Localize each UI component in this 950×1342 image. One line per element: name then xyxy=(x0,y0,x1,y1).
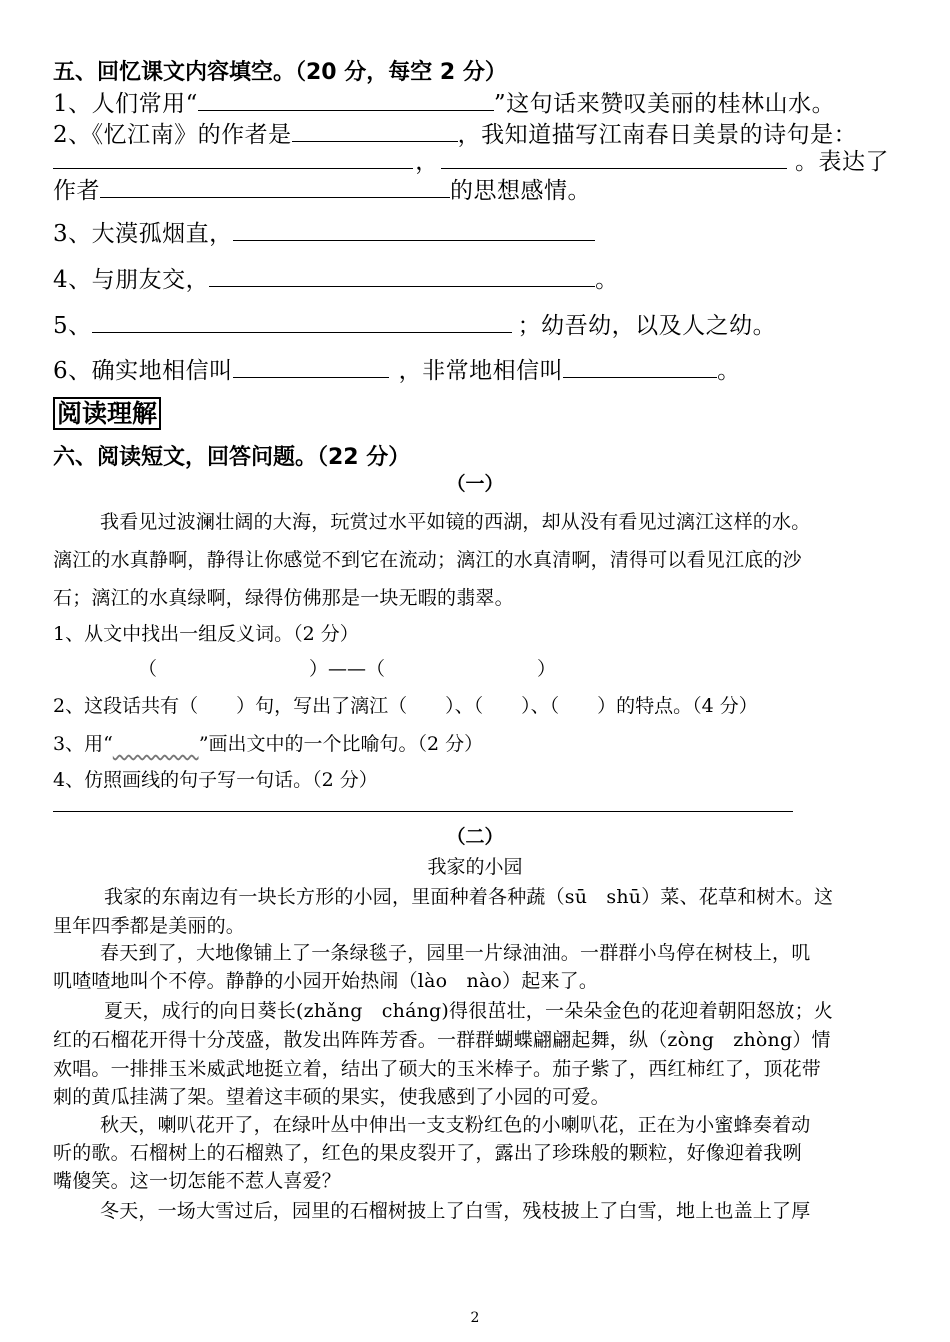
answer-blank[interactable] xyxy=(563,354,717,378)
answer-blank[interactable] xyxy=(292,118,458,142)
answer-line[interactable] xyxy=(53,811,793,812)
question-2-line-2: ， 。表达了 xyxy=(53,143,889,176)
part2-line: 叽喳喳地叫个不停。静静的小园开始热闹（lào nào）起来了。 xyxy=(53,970,599,992)
part2-line: 里年四季都是美丽的。 xyxy=(53,915,246,937)
part2-line: 冬天，一场大雪过后，园里的石榴树披上了白雪，残枝披上了白雪，地上也盖上了厚 xyxy=(100,1200,811,1222)
answer-blank[interactable] xyxy=(92,309,512,333)
part1-question-2: 2、这段话共有（ ）句，写出了漓江（ ）、（ ）、（ ）的特点。（4 分） xyxy=(53,695,758,717)
section5-heading: 五、回忆课文内容填空。（20 分，每空 2 分） xyxy=(53,60,507,85)
wavy-underline-mark xyxy=(113,733,199,755)
part1-line: 漓江的水真静啊，静得让你感觉不到它在流动；漓江的水真清啊，清得可以看见江底的沙 xyxy=(53,549,802,571)
passage-title: 我家的小园 xyxy=(427,856,523,878)
answer-blank[interactable] xyxy=(233,354,389,378)
part2-line: 嘴傻笑。这一切怎能不惹人喜爱？ xyxy=(53,1170,342,1192)
question-2-line-3: 作者 的思想感情。 xyxy=(53,172,591,205)
part2-line: 刺的黄瓜挂满了架。望着这丰硕的果实，使我感到了小园的可爱。 xyxy=(53,1086,610,1108)
question-1: 1、人们常用“ ”这句话来赞叹美丽的桂林山水。 xyxy=(53,85,835,118)
part2-label: （二） xyxy=(446,826,504,848)
question-2: 2、《忆江南》的作者是 ，我知道描写江南春日美景的诗句是： xyxy=(53,116,857,149)
answer-blank[interactable] xyxy=(198,87,494,111)
part2-line: 夏天，成行的向日葵长(zhǎng cháng)得很茁壮，一朵朵金色的花迎着朝阳怒放；火 xyxy=(104,1000,834,1022)
part1-line: 我看见过波澜壮阔的大海，玩赏过水平如镜的西湖，却从没有看见过漓江这样的水。 xyxy=(100,511,811,533)
part2-line: 欢唱。一排排玉米威武地挺立着，结出了硕大的玉米棒子。茄子紫了，西红柿红了，顶花带 xyxy=(53,1058,822,1080)
reading-section-label: 阅读理解 xyxy=(53,394,161,430)
question-3: 3、大漠孤烟直， xyxy=(53,215,595,248)
answer-blank[interactable] xyxy=(441,145,787,169)
part2-line: 红的石榴花开得十分茂盛，散发出阵阵芳香。一群群蝴蝶翩翩起舞，纵（zòng zhòng）情 xyxy=(53,1029,831,1051)
answer-blank[interactable] xyxy=(100,174,450,198)
part2-line: 春天到了，大地像铺上了一条绿毯子，园里一片绿油油。一群群小鸟停在树枝上，叽 xyxy=(100,942,811,964)
part1-question-4: 4、仿照画线的句子写一句话。（2 分） xyxy=(53,769,378,791)
section6-heading: 六、阅读短文，回答问题。（22 分） xyxy=(53,445,411,470)
answer-blank[interactable] xyxy=(53,145,413,169)
question-4: 4、与朋友交， 。 xyxy=(53,261,619,294)
part1-question-3: 3、用“ ”画出文中的一个比喻句。（2 分） xyxy=(53,733,484,755)
part1-question-1: 1、从文中找出一组反义词。（2 分） xyxy=(53,623,359,645)
part1-line: 石；漓江的水真绿啊，绿得仿佛那是一块无暇的翡翠。 xyxy=(53,587,514,609)
part1-label: （一） xyxy=(446,473,504,495)
antonym-blanks[interactable]: （ ）——（ ） xyxy=(138,658,557,680)
page-number: 2 xyxy=(470,1310,480,1326)
answer-blank[interactable] xyxy=(209,263,595,287)
question-5: 5、 ；幼吾幼，以及人之幼。 xyxy=(53,307,776,340)
answer-blank[interactable] xyxy=(233,217,595,241)
part2-line: 听的歌。石榴树上的石榴熟了，红色的果皮裂开了，露出了珍珠般的颗粒，好像迎着我咧 xyxy=(53,1142,802,1164)
part2-line: 我家的东南边有一块长方形的小园，里面种着各种蔬（sū shū）菜、花草和树木。这 xyxy=(104,886,834,908)
part2-line: 秋天，喇叭花开了，在绿叶丛中伸出一支支粉红色的小喇叭花，正在为小蜜蜂奏着动 xyxy=(100,1114,811,1136)
question-6: 6、确实地相信叫 ，非常地相信叫 。 xyxy=(53,352,741,385)
